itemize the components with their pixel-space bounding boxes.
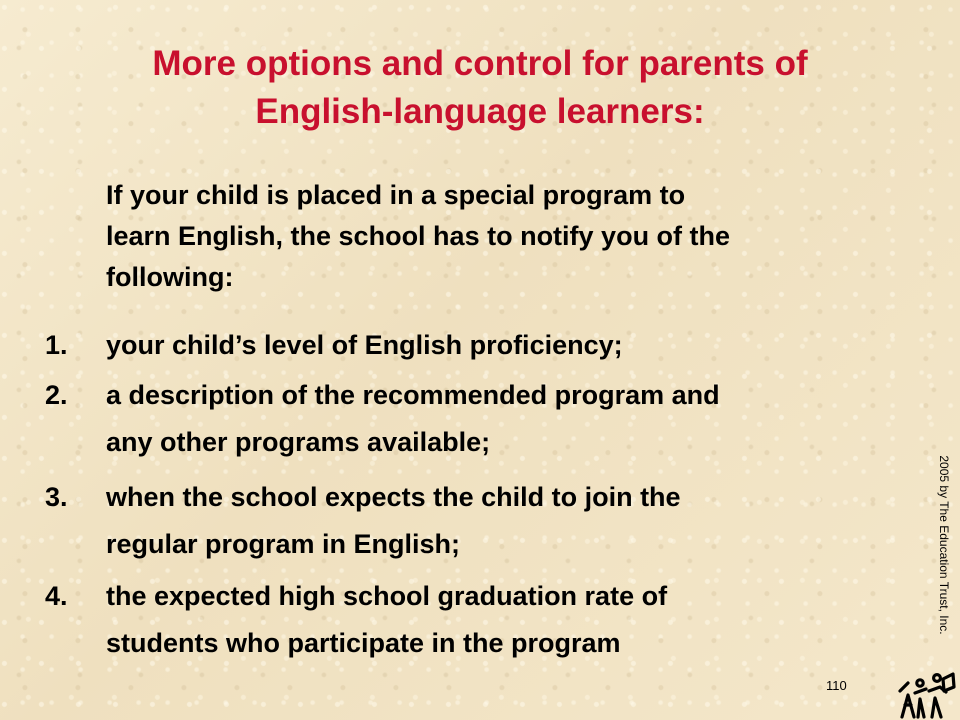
- list-item-line: any other programs available;: [106, 427, 491, 457]
- list-item-number: 2.: [45, 380, 68, 410]
- page-number: 110: [826, 678, 847, 693]
- list-item-number: 4.: [45, 581, 68, 611]
- list-item-number: 3.: [45, 482, 68, 512]
- list-item-line: the expected high school graduation rate of: [106, 581, 668, 611]
- list-item-text: [106, 474, 916, 568]
- intro-line: If your child is placed in a special program to: [106, 180, 686, 210]
- list-item-line: when the school expects the child to join the: [106, 482, 681, 512]
- list-item-text: [106, 573, 916, 667]
- list-item-line: students who participate in the program: [106, 628, 621, 658]
- list-item-text: [106, 322, 916, 369]
- intro-line: learn English, the school has to notify you of the: [106, 221, 731, 251]
- intro-line: following:: [106, 262, 234, 292]
- list-item-text: [106, 372, 916, 466]
- list-item-number: 1.: [45, 330, 68, 360]
- education-trust-logo-icon: [898, 665, 956, 720]
- slide-title: [40, 40, 920, 136]
- slide-title-line: More options and control for parents of: [152, 44, 808, 83]
- slide-title-line: English-language learners:: [255, 92, 705, 131]
- list-item-line: a description of the recommended program and: [106, 380, 720, 410]
- copyright-notice: 2005 by The Education Trust, Inc.: [937, 455, 951, 635]
- intro-paragraph: [106, 175, 916, 298]
- list-item-line: your child’s level of English proficiency;: [106, 330, 623, 360]
- list-item-line: regular program in English;: [106, 529, 461, 559]
